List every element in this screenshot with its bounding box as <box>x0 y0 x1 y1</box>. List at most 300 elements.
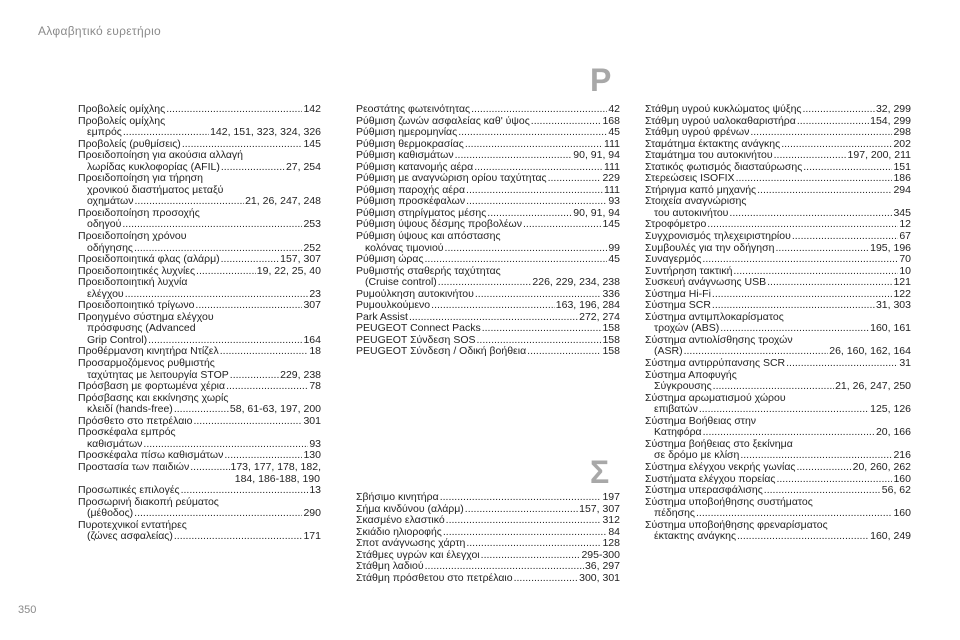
index-term: Ρύθμιση ύψους και απόστασης <box>356 230 501 243</box>
page-reference: 32, 299 <box>875 103 911 115</box>
page-reference: 197, 200, 211 <box>847 149 911 162</box>
dot-leader <box>465 504 578 516</box>
index-term: Στάθμη υγρού κυκλώματος ψύξης <box>645 103 802 115</box>
index-term: Προσκέφαλα εμπρός <box>78 426 176 439</box>
dot-leader <box>166 104 302 116</box>
index-line <box>645 104 911 116</box>
page-reference: 128 <box>602 537 620 550</box>
page-reference: 164 <box>303 333 321 346</box>
dot-leader <box>803 162 892 174</box>
index-term: κλειδί (hands-free) <box>87 403 173 416</box>
index-term: Ρύθμιση κατανομής αέρα <box>356 160 474 173</box>
index-term: επιβατών <box>654 403 698 416</box>
index-entry <box>78 381 321 393</box>
page-reference: 26, 160, 162, 164 <box>829 345 911 358</box>
index-line <box>356 254 620 266</box>
index-term: Σύστημα υποβοήθησης συστήματος <box>645 495 813 508</box>
index-term: Σύστημα υπερασφάλισης <box>645 484 763 497</box>
index-term: πέδησης <box>654 507 695 520</box>
page-reference: 186 <box>893 172 911 185</box>
page-reference: 290 <box>303 507 321 520</box>
dot-leader <box>796 462 851 474</box>
index-line <box>78 381 321 393</box>
page-reference: 21, 26, 247, 250 <box>835 380 911 393</box>
page-reference: 18 <box>309 345 321 358</box>
dot-leader <box>466 185 603 197</box>
index-line <box>645 531 911 543</box>
page-reference: 67 <box>899 230 911 243</box>
index-entry <box>356 573 620 585</box>
index-term: Προσωπικές επιλογές <box>78 484 180 497</box>
index-entry <box>78 497 321 520</box>
page-reference: 158 <box>602 345 620 358</box>
page-reference: 125, 126 <box>870 403 911 416</box>
index-line <box>645 381 911 393</box>
dot-leader <box>440 492 602 504</box>
index-line <box>645 127 911 139</box>
index-entry <box>645 150 911 162</box>
index-term: Σύστημα αντιμπλοκαρίσματος <box>645 310 784 323</box>
index-term: Σύστημα Αποφυγής <box>645 368 737 381</box>
index-entry <box>645 254 911 266</box>
index-line <box>78 231 321 243</box>
page-reference: 160 <box>893 472 911 485</box>
dot-leader <box>729 208 892 220</box>
index-term: Ρυθμιστής σταθερής ταχύτητας <box>356 264 501 277</box>
index-line <box>645 150 911 162</box>
page-reference: 58, 61-63, 197, 200 <box>229 403 321 416</box>
index-term: (ζώνες ασφαλείας) <box>87 530 173 543</box>
index-term: Προειδοποιητικές λυχνίες <box>78 264 196 277</box>
index-term: πρόσφυσης (Advanced <box>87 322 196 335</box>
index-term: Στάθμες υγρών και έλεγχοι <box>356 548 480 561</box>
index-term: Προειδοποίηση χρόνου <box>78 230 187 243</box>
page-reference: 130 <box>303 449 321 462</box>
index-entry <box>78 520 321 543</box>
index-term: Συμβουλές για την οδήγηση <box>645 241 775 254</box>
index-line <box>356 538 620 550</box>
index-term: Σύστημα Βοήθειας στην <box>645 414 757 427</box>
index-term: Ρυμουλκούμενο <box>356 299 431 312</box>
index-column-3 <box>645 104 911 543</box>
index-term: Προσωρινή διακοπή ρεύματος <box>78 495 219 508</box>
index-entry <box>356 266 620 289</box>
dot-leader <box>527 346 601 358</box>
index-term: Ρύθμιση ώρας <box>356 253 424 266</box>
index-line <box>78 462 321 474</box>
page-reference: 10 <box>899 264 911 277</box>
dot-leader <box>764 485 881 497</box>
index-term: Προειδοποίηση προσοχής <box>78 206 200 219</box>
index-term: κολόνας τιμονιού <box>365 241 444 254</box>
index-line <box>356 515 620 527</box>
index-term: Ρύθμιση ζωνών ασφαλείας καθ' ύψος <box>356 114 530 127</box>
page-reference: 36, 297 <box>584 560 620 573</box>
index-term: Προστασία των παιδιών <box>78 460 190 473</box>
page-reference: 229, 238 <box>280 368 321 381</box>
index-term: Σύστημα αντιολίσθησης τροχών <box>645 333 793 346</box>
index-term: Στροφόμετρο <box>645 218 707 231</box>
index-line <box>645 462 911 474</box>
page-reference: 21, 26, 247, 248 <box>245 195 321 208</box>
index-line <box>78 531 321 543</box>
index-term: Πυροτεχνικοί εντατήρες <box>78 518 187 531</box>
index-term: Στερεώσεις ISOFIX <box>645 172 735 185</box>
page-reference: 226, 229, 234, 238 <box>532 276 620 289</box>
page-reference: 145 <box>602 218 620 231</box>
dot-leader <box>802 104 874 116</box>
page-reference: 300, 301 <box>579 571 620 584</box>
index-term: Προειδοποιητικά φλας (αλάρμ) <box>78 253 220 266</box>
index-entry <box>645 127 911 139</box>
index-term: Σύστημα ελέγχου νεκρής γωνίας <box>645 460 796 473</box>
index-entry <box>78 462 321 485</box>
index-entry <box>356 231 620 254</box>
dot-leader <box>696 508 892 520</box>
page-reference: 160, 249 <box>870 530 911 543</box>
index-entry <box>645 462 911 474</box>
dot-leader <box>221 254 279 266</box>
page-reference: 154, 299 <box>870 114 911 127</box>
dot-leader <box>481 550 581 562</box>
index-term: Ρύθμιση ημερομηνίας <box>356 126 458 139</box>
page-reference: 12 <box>899 218 911 231</box>
index-term: Προειδοποιητική λυχνία <box>78 276 188 289</box>
index-term: Προειδοποίηση για ακούσια αλλαγή <box>78 149 244 162</box>
dot-leader <box>792 231 898 243</box>
index-term: εμπρός <box>87 126 122 139</box>
index-entry <box>78 312 321 347</box>
index-term: Grip Control) <box>87 333 148 346</box>
index-term: οχημάτων <box>87 195 134 208</box>
index-entry <box>78 231 321 254</box>
dot-leader <box>471 104 607 116</box>
index-term: Κατηφόρα <box>654 426 702 439</box>
dot-leader <box>445 243 608 255</box>
index-term: Συγχρονισμός τηλεχειριστηρίου <box>645 230 791 243</box>
dot-leader <box>226 381 308 393</box>
index-line <box>356 104 620 116</box>
index-column-1 <box>78 104 321 543</box>
index-term: Σύστημα υποβοήθησης φρεναρίσματος <box>645 518 828 531</box>
index-term: Στοιχεία αναγνώρισης <box>645 195 747 208</box>
page-reference: 294 <box>893 183 911 196</box>
page-number: 350 <box>18 604 37 616</box>
index-entry <box>645 104 911 116</box>
index-term: Ρύθμιση ύψους δέσμης προβολέων <box>356 218 522 231</box>
index-term: Σταμάτημα του αυτοκινήτου <box>645 149 773 162</box>
page-reference: 252 <box>303 241 321 254</box>
index-term: Στάθμη πρόσθετου στο πετρέλαιο <box>356 571 513 584</box>
dot-leader <box>736 173 893 185</box>
page-reference: 295-300 <box>581 548 620 561</box>
index-term: Στήριγμα καπό μηχανής <box>645 183 757 196</box>
page-reference: 121 <box>893 276 911 289</box>
page-reference: 168 <box>602 114 620 127</box>
dot-leader <box>134 508 302 520</box>
page-reference: 158 <box>602 322 620 335</box>
index-term: ελέγχου <box>87 287 124 300</box>
page-reference: 298 <box>893 126 911 139</box>
page-reference: 272, 274 <box>579 310 620 323</box>
index-term: οδηγού <box>87 218 122 231</box>
index-entry <box>356 492 620 504</box>
page-reference: 45 <box>608 253 620 266</box>
index-term: Σύστημα αντιρρύπανσης SCR <box>645 357 786 370</box>
section-letter-p: P <box>590 62 612 98</box>
index-term: Πρόσβαση με φορτωμένα χέρια <box>78 380 226 393</box>
index-line <box>78 358 321 370</box>
index-term: Park Assist <box>356 310 408 323</box>
index-entry <box>78 254 321 266</box>
page-header-title: Αλφαβητικό ευρετήριο <box>38 24 162 38</box>
section-letter-sigma: Σ <box>590 454 610 490</box>
index-term: Στάθμη λαδιού <box>356 560 424 573</box>
dot-leader <box>523 219 601 231</box>
dot-leader <box>196 266 256 278</box>
dot-leader <box>193 416 302 428</box>
index-entry <box>645 497 911 520</box>
index-term: 184, 186-188, 190 <box>234 472 320 485</box>
index-line <box>356 492 620 504</box>
page-reference: 20, 166 <box>875 426 911 439</box>
dot-leader <box>446 515 602 527</box>
dot-leader <box>190 462 229 474</box>
index-term: Προβολείς (ρυθμίσεις) <box>78 137 181 150</box>
page-reference: 99 <box>608 241 620 254</box>
index-term: Στάθμη υγρού φρένων <box>645 126 750 139</box>
index-entry <box>78 427 321 450</box>
page-reference: 142 <box>303 103 321 115</box>
page-reference: 229 <box>602 172 620 185</box>
index-line <box>356 346 620 358</box>
page-reference: 70 <box>899 253 911 266</box>
index-term: Πρόσβασης και εκκίνησης χωρίς <box>78 391 229 404</box>
index-column-2 <box>356 104 620 358</box>
index-term: Συντήρηση τακτική <box>645 264 733 277</box>
page-reference: 93 <box>608 195 620 208</box>
page-reference: 84 <box>608 525 620 538</box>
page-reference: 173, 177, 178, 182, <box>230 460 321 473</box>
index-term: Προθέρμανση κινητήρα Ντίζελ <box>78 345 219 358</box>
index-term: Προσαρμοζόμενος ρυθμιστής <box>78 357 215 370</box>
index-term: Σποτ ανάγνωσης χάρτη <box>356 537 466 550</box>
index-term: Σταμάτημα έκτακτης ανάγκης <box>645 137 781 150</box>
dot-leader <box>443 527 607 539</box>
dot-leader <box>548 173 602 185</box>
index-term: χρονικού διαστήματος μεταξύ <box>87 183 224 196</box>
index-entry <box>78 208 321 231</box>
index-term: (Cruise control) <box>365 276 437 289</box>
page-reference: 90, 91, 94 <box>573 206 620 219</box>
page-reference: 312 <box>602 514 620 527</box>
dot-leader <box>482 323 602 335</box>
index-entry <box>645 231 911 243</box>
page-reference: 56, 62 <box>881 484 911 497</box>
dot-leader <box>767 277 892 289</box>
index-term: Σύστημα Hi-Fi <box>645 287 711 300</box>
index-entry <box>78 358 321 381</box>
index-entry <box>645 439 911 462</box>
page-reference: 216 <box>893 449 911 462</box>
index-line <box>78 485 321 497</box>
index-entry <box>645 520 911 543</box>
index-entry <box>356 254 620 266</box>
index-term: (μέθοδος) <box>87 507 134 520</box>
dot-leader <box>776 474 892 486</box>
index-entry <box>78 116 321 139</box>
index-term: σε δρόμο με κλίση <box>654 449 740 462</box>
page-reference: 142, 151, 323, 324, 326 <box>210 126 321 139</box>
index-term: Σύστημα SCR <box>645 299 711 312</box>
index-entry <box>645 485 911 497</box>
dot-leader <box>774 150 847 162</box>
page-reference: 111 <box>604 183 620 196</box>
dot-leader <box>458 127 607 139</box>
page-reference: 93 <box>309 437 321 450</box>
index-term: καθισμάτων <box>87 437 143 450</box>
index-term: ταχύτητας με λειτουργία STOP <box>87 368 229 381</box>
index-term: Ρύθμιση παροχής αέρα <box>356 183 466 196</box>
index-term: Ρύθμιση καθισμάτων <box>356 149 454 162</box>
page-reference: 78 <box>309 380 321 393</box>
page-reference: 19, 22, 25, 40 <box>256 264 321 277</box>
index-entry <box>78 150 321 173</box>
index-column-2-sigma <box>356 492 620 584</box>
index-term: Στάθμη υγρού υαλοκαθαριστήρα <box>645 114 796 127</box>
index-term: Σύγκρουσης <box>654 380 712 393</box>
index-line <box>356 231 620 243</box>
index-term: Ρυμούλκηση αυτοκινήτου <box>356 287 474 300</box>
index-term: (ASR) <box>654 345 683 358</box>
index-line <box>645 231 911 243</box>
index-entry <box>78 277 321 300</box>
index-term: Προβολείς ομίχλης <box>78 114 166 127</box>
index-entry <box>645 370 911 393</box>
index-term: Προειδοποιητικό τρίγωνο <box>78 299 195 312</box>
index-line <box>356 573 620 585</box>
index-line <box>645 254 911 266</box>
index-term: Προηγμένο σύστημα ελέγχου <box>78 310 214 323</box>
index-term: Προβολείς ομίχλης <box>78 103 166 115</box>
index-term: λωρίδας κυκλοφορίας (AFIL) <box>87 160 220 173</box>
page-reference: 145 <box>303 137 321 150</box>
index-entry <box>645 196 911 219</box>
page-reference: 197 <box>602 491 620 503</box>
index-term: Πρόσθετο στο πετρέλαιο <box>78 414 193 427</box>
dot-leader <box>174 531 303 543</box>
index-term: Συστήματα ελέγχου πορείας <box>645 472 776 485</box>
page-reference: 195, 196 <box>870 241 911 254</box>
index-line <box>78 127 321 139</box>
index-entry <box>645 393 911 416</box>
dot-leader <box>750 127 892 139</box>
index-term: PEUGEOT Σύνδεση / Οδική βοήθεια <box>356 345 527 358</box>
dot-leader <box>775 243 869 255</box>
dot-leader <box>425 254 608 266</box>
page-reference: 202 <box>893 137 911 150</box>
index-term: Ρύθμιση θερμοκρασίας <box>356 137 464 150</box>
index-entry <box>356 127 620 139</box>
index-term: Συσκευή ανάγνωσης USB <box>645 276 767 289</box>
dot-leader <box>431 300 555 312</box>
dot-leader <box>531 116 602 128</box>
page-reference: 13 <box>309 484 321 497</box>
index-term: Στατικός φωτισμός διασταύρωσης <box>645 160 803 173</box>
index-entry <box>356 150 620 162</box>
dot-leader <box>220 346 309 358</box>
page-reference: 336 <box>602 287 620 300</box>
index-line <box>78 104 321 116</box>
index-term: Συναγερμός <box>645 253 702 266</box>
dot-leader <box>757 185 892 197</box>
index-entry <box>645 312 911 335</box>
page-reference: 157, 307 <box>579 502 620 515</box>
index-term: Ρεοστάτης φωτεινότητας <box>356 103 471 115</box>
index-term: Προσκέφαλα πίσω καθισμάτων <box>78 449 224 462</box>
index-entry <box>356 538 620 550</box>
page-reference: 31, 303 <box>875 299 911 312</box>
index-term: οδήγησης <box>87 241 133 254</box>
page-reference: 171 <box>303 530 321 543</box>
page-reference: 20, 260, 262 <box>852 460 911 473</box>
index-entry <box>78 173 321 208</box>
index-term: Προειδοποίηση για τήρηση <box>78 172 203 185</box>
index-line <box>645 508 911 520</box>
dot-leader <box>514 573 579 585</box>
page-reference: 253 <box>303 218 321 231</box>
index-line <box>645 358 911 370</box>
page-reference: 23 <box>309 287 321 300</box>
index-line <box>645 485 911 497</box>
dot-leader <box>181 485 309 497</box>
page-reference: 111 <box>604 137 620 150</box>
index-line <box>356 127 620 139</box>
page-reference: 163, 196, 284 <box>555 299 620 312</box>
index-line <box>78 150 321 162</box>
index-term: PEUGEOT Σύνδεση SOS <box>356 333 476 346</box>
page-reference: 160, 161 <box>870 322 911 335</box>
index-term: Σκιάδιο ηλιοροφής <box>356 525 442 538</box>
index-term: Σβήσιμο κινητήρα <box>356 491 439 503</box>
page-reference: 42 <box>608 103 620 115</box>
page-reference: 45 <box>608 126 620 139</box>
dot-leader <box>230 370 279 382</box>
index-term: Σήμα κινδύνου (αλάρμ) <box>356 502 464 515</box>
index-entry <box>78 104 321 116</box>
page-reference: 157, 307 <box>280 253 321 266</box>
index-line <box>78 254 321 266</box>
dot-leader <box>797 116 869 128</box>
index-term: Ρύθμιση με αναγνώριση ορίου ταχύτητας <box>356 172 547 185</box>
dot-leader <box>713 381 834 393</box>
page-reference: 111 <box>604 160 620 173</box>
page-reference: 345 <box>893 206 911 219</box>
page-reference: 307 <box>303 299 321 312</box>
index-entry <box>356 515 620 527</box>
page-reference: 301 <box>303 414 321 427</box>
index-term: έκτακτης ανάγκης <box>654 530 737 543</box>
index-entry <box>78 485 321 497</box>
index-line <box>78 508 321 520</box>
index-term: PEUGEOT Connect Packs <box>356 322 481 335</box>
dot-leader <box>455 150 573 162</box>
dot-leader <box>702 254 898 266</box>
index-term: Σύστημα αρωματισμού χώρου <box>645 391 786 404</box>
index-entry <box>356 346 620 358</box>
page-reference: 160 <box>893 507 911 520</box>
page-reference: 158 <box>602 333 620 346</box>
